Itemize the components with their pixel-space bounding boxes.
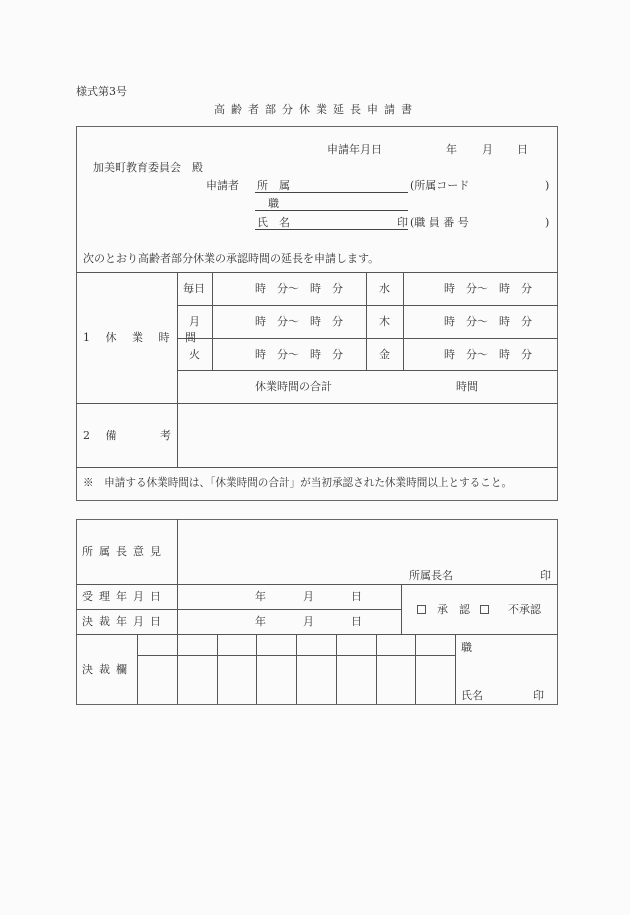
decision-year: 年 (255, 615, 266, 628)
time-range-field[interactable]: 時 分～ 時 分 (444, 348, 532, 361)
time-range-field[interactable]: 時 分～ 時 分 (255, 315, 343, 328)
decision-date-label: 決裁年月日 (82, 615, 167, 628)
divider (177, 338, 558, 339)
application-date-label: 申請年月日 (327, 143, 382, 156)
manager-name-label: 所属長名 (409, 569, 453, 582)
time-range-field[interactable]: 時 分～ 時 分 (444, 315, 532, 328)
divider (212, 272, 213, 370)
day-thu: 木 (379, 315, 390, 328)
total-unit: 時間 (456, 380, 478, 393)
staff-number-close: ) (545, 216, 550, 229)
divider (177, 519, 178, 634)
approver-seal: 印 (533, 689, 544, 702)
approve-label: 承 認 (437, 603, 470, 616)
note: ※ 申請する休業時間は、「休業時間の合計」が当初承認された休業時間以上とすること。 (83, 477, 513, 489)
position-field[interactable] (255, 210, 408, 211)
received-date-label: 受理年月日 (82, 590, 167, 603)
remarks-field[interactable] (180, 406, 555, 464)
divider (76, 272, 558, 273)
statement: 次のとおり高齢者部分休業の承認時間の延長を申請します。 (83, 252, 380, 265)
divider (415, 634, 416, 704)
divider (403, 272, 404, 370)
manager-seal: 印 (540, 569, 551, 582)
divider (366, 272, 367, 370)
divider (76, 609, 401, 610)
reject-label: 不承認 (508, 603, 541, 616)
day-label: 日 (517, 143, 528, 156)
divider (296, 634, 297, 704)
divider (455, 634, 456, 704)
divider (137, 655, 455, 656)
year-label: 年 (446, 143, 457, 156)
total-label: 休業時間の合計 (255, 380, 332, 393)
name-label: 氏 名 (257, 216, 290, 229)
divider (336, 634, 337, 704)
divider (76, 467, 558, 468)
received-day: 日 (351, 590, 362, 603)
day-every: 毎日 (183, 282, 205, 295)
day-mon: 月 (189, 315, 200, 328)
time-range-field[interactable]: 時 分～ 時 分 (255, 282, 343, 295)
divider (177, 634, 178, 704)
decision-month: 月 (303, 615, 314, 628)
manager-opinion-field[interactable] (180, 522, 555, 570)
affiliation-label: 所 属 (257, 179, 290, 192)
divider (177, 370, 558, 371)
time-range-field[interactable]: 時 分～ 時 分 (444, 282, 532, 295)
applicant-seal: 印 (397, 216, 408, 229)
addressee: 加美町教育委員会 殿 (93, 161, 203, 174)
divider (256, 634, 257, 704)
affiliation-code-label: (所属コード (410, 179, 470, 192)
decision-day: 日 (351, 615, 362, 628)
day-fri: 金 (379, 348, 390, 361)
divider (217, 634, 218, 704)
divider (401, 584, 402, 634)
approve-checkbox[interactable] (417, 605, 426, 614)
form-number: 様式第3号 (76, 85, 127, 98)
received-year: 年 (255, 590, 266, 603)
divider (76, 634, 558, 635)
time-range-field[interactable]: 時 分～ 時 分 (255, 348, 343, 361)
divider (376, 634, 377, 704)
divider (177, 305, 558, 306)
affiliation-code-close: ) (545, 179, 550, 192)
staff-number-label: (職 員 番 号 (410, 216, 469, 229)
applicant-label: 申請者 (206, 179, 239, 192)
approver-position-label: 職 (461, 641, 472, 654)
day-tue: 火 (189, 348, 200, 361)
remarks-label: 2 備 (83, 429, 123, 442)
decision-column-label: 決裁欄 (82, 663, 133, 676)
leave-time-label: 1 休 業 時 間 (83, 331, 202, 344)
remarks-label-end: 考 (160, 429, 171, 442)
day-wed: 水 (379, 282, 390, 295)
divider (76, 584, 558, 585)
approver-name-label: 氏名 (461, 689, 483, 702)
received-month: 月 (303, 590, 314, 603)
position-label: 職 (268, 197, 279, 210)
affiliation-field[interactable] (255, 192, 408, 193)
month-label: 月 (482, 143, 493, 156)
page-title: 高齢者部分休業延長申請書 (214, 103, 418, 116)
divider (137, 634, 138, 704)
reject-checkbox[interactable] (480, 605, 489, 614)
name-field[interactable] (255, 229, 408, 230)
manager-opinion-label: 所属長意見 (82, 545, 167, 558)
divider (76, 403, 558, 404)
